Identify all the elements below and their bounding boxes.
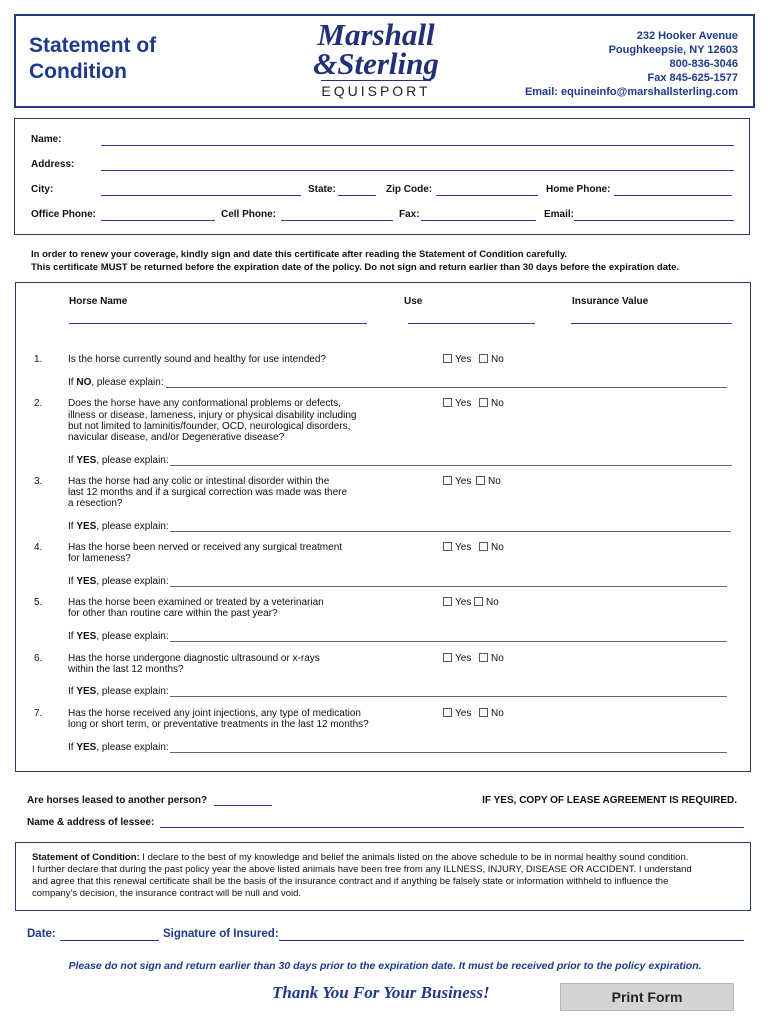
checkbox-icon (443, 354, 452, 363)
question-number: 4. (34, 542, 43, 553)
explain-field[interactable] (166, 387, 727, 388)
yes-label: Yes (455, 398, 472, 409)
no-label: No (491, 542, 504, 553)
explain-label: If YES, please explain: (68, 686, 169, 697)
checkbox-icon (443, 653, 452, 662)
cell-phone-label: Cell Phone: (221, 209, 277, 220)
no-label: No (488, 476, 501, 487)
address-label: Address: (31, 159, 75, 170)
question-text-line: illness or disease, lameness, injury or physical disability including (68, 410, 357, 421)
checkbox-icon (479, 542, 488, 551)
question-text-line: but not limited to laminitis/founder, OCD, neurological disorders, (68, 421, 351, 432)
use-field[interactable] (408, 323, 535, 324)
page-title-line1: Statement of (29, 34, 157, 57)
no-label: No (486, 597, 499, 608)
no-checkbox[interactable] (479, 354, 504, 365)
question-text-line: within the last 12 months? (68, 664, 184, 675)
email-field[interactable] (574, 220, 734, 221)
insurance-value-field[interactable] (571, 323, 732, 324)
question-text-line: Has the horse had any colic or intestinal disorder within the (68, 476, 330, 487)
zip-field[interactable] (436, 195, 538, 196)
explain-field[interactable] (170, 696, 727, 697)
city-field[interactable] (101, 195, 301, 196)
yes-label: Yes (455, 597, 472, 608)
checkbox-icon (479, 653, 488, 662)
email-address[interactable]: Email: equineinfo@marshallsterling.com (524, 86, 738, 98)
logo-line1: Marshall (317, 17, 435, 52)
question-text-line: a resection? (68, 498, 123, 509)
explain-field[interactable] (170, 531, 731, 532)
lease-question: Are horses leased to another person? (27, 795, 208, 806)
city-label: City: (31, 184, 54, 195)
address-line1: 232 Hooker Avenue (636, 30, 738, 42)
question-text-line: Does the horse have any conformational problems or defects, (68, 398, 341, 409)
yes-label: Yes (455, 542, 472, 553)
question-number: 2. (34, 398, 43, 409)
yes-checkbox[interactable] (443, 653, 471, 664)
checkbox-icon (479, 398, 488, 407)
checkbox-icon (476, 476, 485, 485)
no-checkbox[interactable] (479, 708, 504, 719)
yes-checkbox[interactable] (443, 708, 471, 719)
question-text-line: Has the horse undergone diagnostic ultrasound or x-rays (68, 653, 320, 664)
checkbox-icon (443, 542, 452, 551)
yes-checkbox[interactable] (443, 354, 471, 365)
phone-number: 800-836-3046 (669, 58, 738, 70)
no-label: No (491, 354, 504, 365)
lessee-field[interactable] (160, 827, 744, 828)
print-form-button[interactable] (560, 983, 734, 1011)
fax-field[interactable] (421, 220, 536, 221)
no-label: No (491, 653, 504, 664)
office-phone-label: Office Phone: (31, 209, 97, 220)
no-checkbox[interactable] (476, 476, 501, 487)
question-number: 3. (34, 476, 43, 487)
yes-label: Yes (455, 354, 472, 365)
checkbox-icon (479, 354, 488, 363)
question-text-line: navicular disease, and/or Degenerative disease? (68, 432, 285, 443)
explain-field[interactable] (170, 465, 732, 466)
question-text-line: long or short term, or preventative treatments in the last 12 months? (68, 719, 369, 730)
question-number: 7. (34, 708, 43, 719)
instructions-line1: In order to renew your coverage, kindly sign and date this certificate after reading the Statement of Condition carefully. (31, 249, 568, 260)
no-checkbox[interactable] (479, 398, 504, 409)
checkbox-icon (443, 398, 452, 407)
zip-label: Zip Code: (386, 184, 433, 195)
yes-label: Yes (455, 476, 472, 487)
name-label: Name: (31, 134, 62, 145)
home-phone-field[interactable] (614, 195, 732, 196)
address-line2: Poughkeepsie, NY 12603 (608, 44, 738, 56)
checkbox-icon (479, 708, 488, 717)
yes-checkbox[interactable] (443, 542, 471, 553)
yes-label: Yes (455, 653, 472, 664)
question-number: 5. (34, 597, 43, 608)
horse-name-field[interactable] (69, 323, 367, 324)
state-label: State: (308, 184, 336, 195)
statement-line1 (32, 852, 688, 864)
question-text: Is the horse currently sound and healthy for use intended? (68, 354, 326, 365)
logo-line2: &Sterling (313, 46, 439, 81)
yes-checkbox[interactable] (443, 597, 471, 608)
checkbox-icon (443, 597, 452, 606)
no-label: No (491, 398, 504, 409)
question-text-line: Has the horse received any joint injections, any type of medication (68, 708, 361, 719)
use-header: Use (404, 296, 423, 307)
lease-answer-field[interactable] (214, 805, 272, 806)
yes-label: Yes (455, 708, 472, 719)
question-text-line: Has the horse been examined or treated by a veterinarian (68, 597, 324, 608)
statement-line3: and agree that this renewal certificate shall be the basis of the insurance contract and if anything be falsely state or information withheld to influence the (32, 876, 669, 887)
home-phone-label: Home Phone: (546, 184, 611, 195)
page-title (29, 33, 156, 85)
insurance-value-header: Insurance Value (572, 296, 649, 307)
statement-text: I declare to the best of my knowledge and belief the animals listed on the above schedule to be in normal healthy sound condition. (139, 852, 689, 863)
explain-label: If YES, please explain: (68, 742, 169, 753)
cell-phone-field[interactable] (281, 220, 393, 221)
signature-label: Signature of Insured: (163, 928, 279, 940)
explain-label: If YES, please explain: (68, 521, 169, 532)
question-number: 6. (34, 653, 43, 664)
statement-line2: I further declare that during the past policy year the above listed animals have been free from any ILLNESS, INJURY, DISEASE OR ACCIDENT. I understand (32, 864, 692, 875)
checkbox-icon (443, 708, 452, 717)
yes-checkbox[interactable] (443, 476, 471, 487)
checkbox-icon (474, 597, 483, 606)
no-checkbox[interactable] (474, 597, 499, 608)
question-number: 1. (34, 354, 43, 365)
fax-label: Fax: (399, 209, 420, 220)
office-phone-field[interactable] (101, 220, 215, 221)
contact-box (14, 118, 750, 235)
print-form-label: Print Form (611, 989, 683, 1005)
no-checkbox[interactable] (479, 653, 504, 664)
explain-field[interactable] (170, 586, 727, 587)
company-logo (306, 17, 446, 100)
fax-number: Fax 845-625-1577 (647, 72, 738, 84)
explain-label: If YES, please explain: (68, 455, 169, 466)
question-text-line: last 12 months and if a surgical correction was made was there (68, 487, 348, 498)
horse-name-header: Horse Name (69, 296, 128, 307)
state-field[interactable] (338, 195, 376, 196)
no-label: No (491, 708, 504, 719)
name-field[interactable] (101, 145, 734, 146)
footer-notice: Please do not sign and return earlier than 30 days prior to the expiration date. It must be received prior to the policy expiration. (68, 960, 702, 972)
question-text-line: Has the horse been nerved or received any surgical treatment (68, 542, 343, 553)
address-field[interactable] (101, 170, 734, 171)
question-text-line: for other than routine care within the past year? (68, 608, 278, 619)
date-label: Date: (27, 928, 56, 940)
explain-label: If YES, please explain: (68, 576, 169, 587)
instructions-line2: This certificate MUST be returned before the expiration date of the policy. Do not sign and return earlier than 30 days before the expiration date. (31, 262, 680, 273)
checkbox-icon (443, 476, 452, 485)
page-title-line2: Condition (29, 60, 127, 83)
no-checkbox[interactable] (479, 542, 504, 553)
company-address (525, 29, 738, 99)
logo-sub: EQUISPORT (321, 80, 430, 99)
explain-field[interactable] (170, 752, 727, 753)
lessee-label: Name & address of lessee: (27, 817, 155, 828)
statement-line4: company's decision, the insurance contract will be null and void. (32, 888, 302, 899)
signature-field[interactable] (279, 940, 744, 941)
email-label: Email: (544, 209, 575, 220)
explain-label: If YES, please explain: (68, 631, 169, 642)
date-field[interactable] (60, 940, 159, 941)
question-text-line: for lameness? (68, 553, 131, 564)
statement-heading: Statement of Condition: (32, 852, 140, 863)
thank-you-message: Thank You For Your Business! (272, 983, 490, 1002)
yes-checkbox[interactable] (443, 398, 471, 409)
explain-label: If NO, please explain: (68, 377, 164, 388)
lease-note: IF YES, COPY OF LEASE AGREEMENT IS REQUIRED. (482, 795, 737, 806)
explain-field[interactable] (170, 641, 727, 642)
